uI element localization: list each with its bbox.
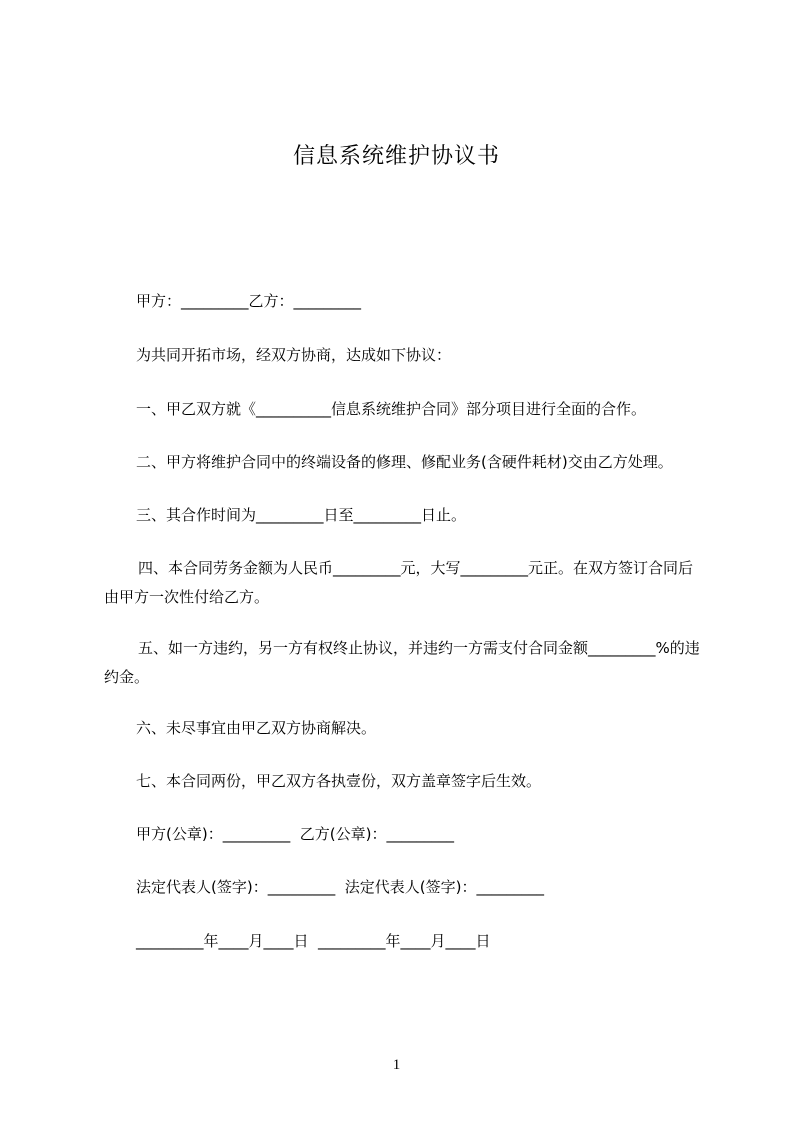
- clause-5: 五、如一方违约，另一方有权终止协议，并违约一方需支付合同金额_________%的违约金。: [104, 639, 700, 686]
- date-line: _________年____月____日 _________年____月____日: [136, 932, 491, 950]
- clause-2: 二、甲方将维护合同中的终端设备的修理、修配业务(含硬件耗材)交由乙方处理。: [136, 453, 673, 471]
- document-title: 信息系统维护协议书: [292, 144, 500, 169]
- clause-4: 四、本合同劳务金额为人民币_________元，大写_________元正。在双方签订合同后由甲方一次性付给乙方。: [104, 559, 694, 606]
- seal-line: 甲方(公章)：_________ 乙方(公章)：_________: [136, 825, 454, 843]
- intro-text: 为共同开拓市场，经双方协商，达成如下协议：: [136, 346, 452, 364]
- clause-3: 三、其合作时间为_________日至_________日止。: [136, 506, 467, 524]
- representative-signature-line: 法定代表人(签字)：_________ 法定代表人(签字)：_________: [136, 878, 544, 896]
- page-number: 1: [392, 1057, 401, 1073]
- clause-1: 一、甲乙双方就《__________信息系统维护合同》部分项目进行全面的合作。: [136, 400, 647, 418]
- clause-6: 六、未尽事宜由甲乙双方协商解决。: [136, 719, 377, 737]
- parties-line: 甲方：_________乙方：_________: [136, 292, 362, 310]
- clause-7: 七、本合同两份，甲乙双方各执壹份，双方盖章签字后生效。: [136, 772, 542, 790]
